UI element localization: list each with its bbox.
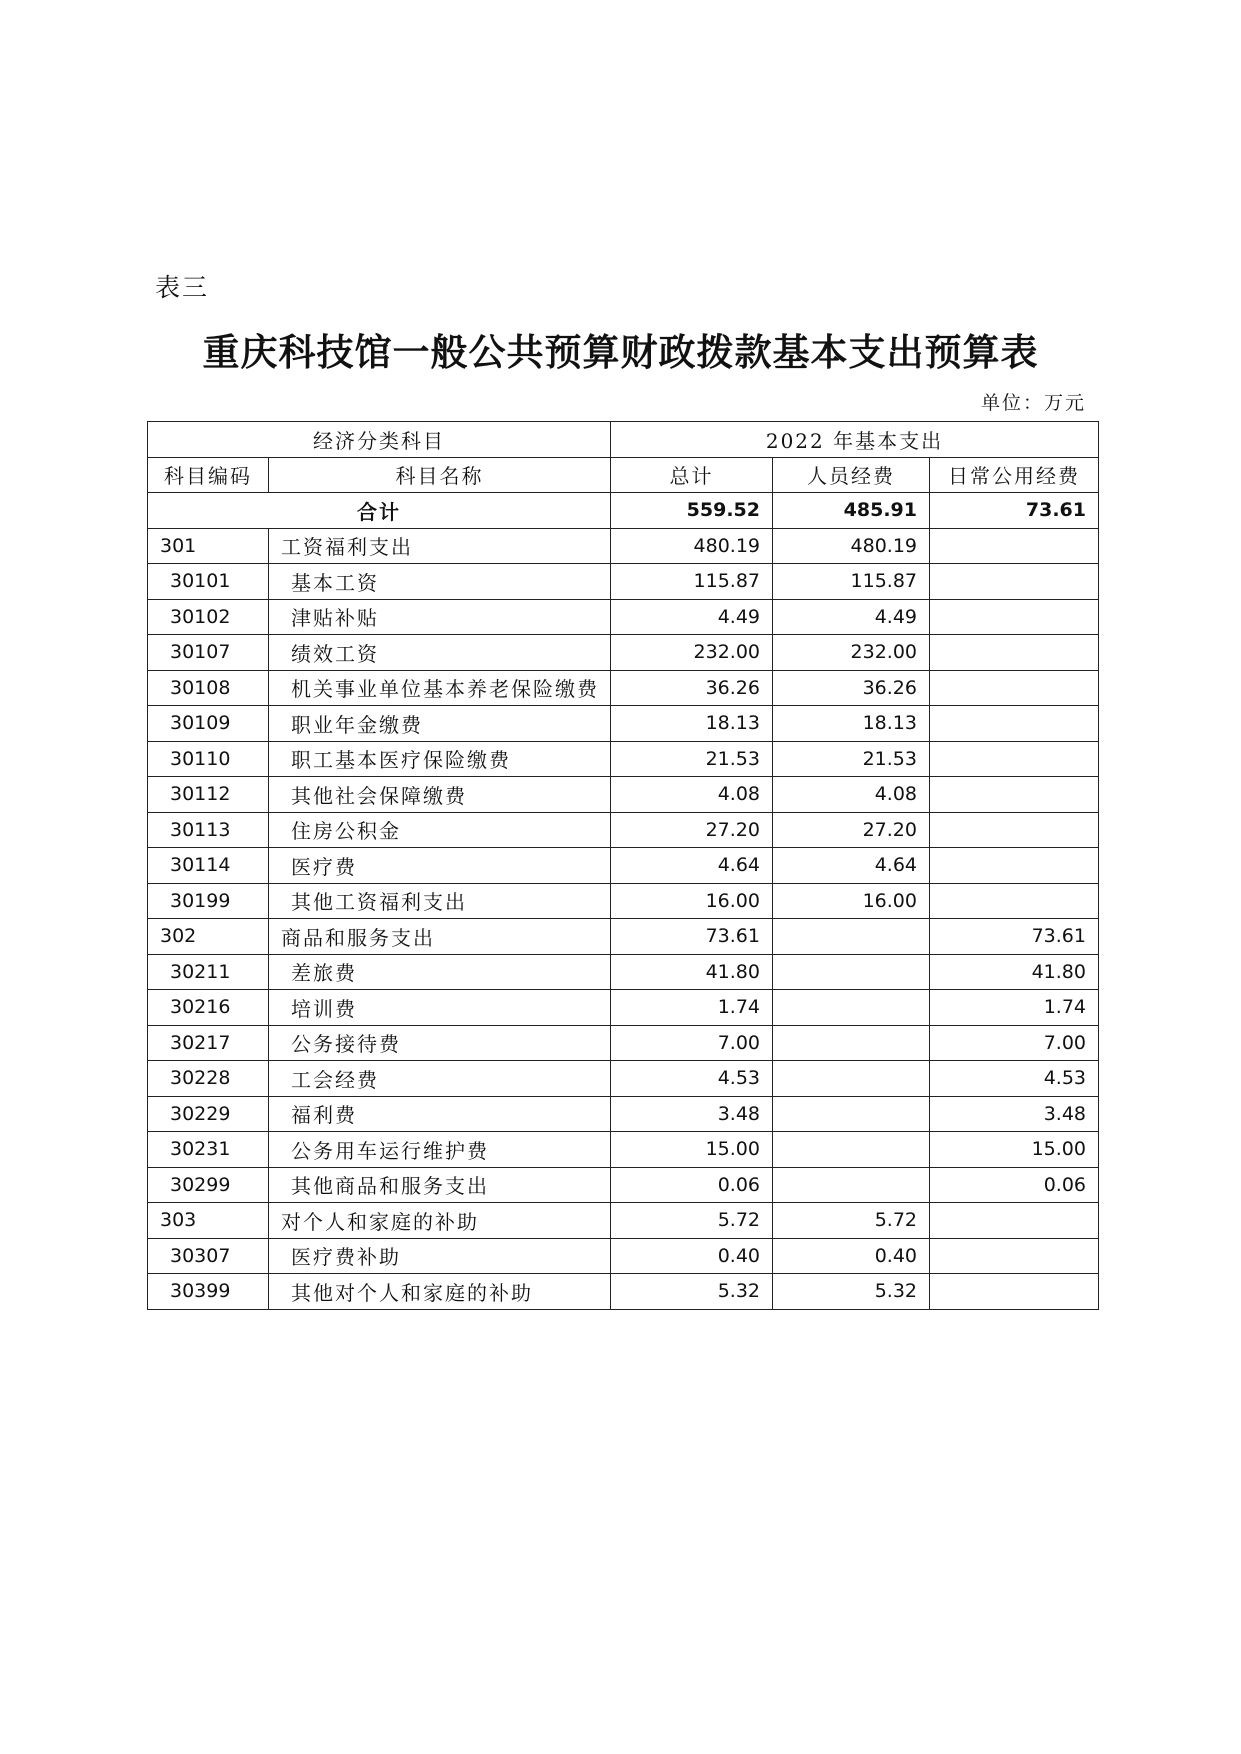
unit-label: 单位：万元 (980, 392, 1086, 414)
account-code: 30110 (148, 741, 269, 777)
column-header-code: 科目编码 (148, 457, 269, 493)
amount-public (930, 706, 1099, 742)
account-name: 工会经费 (269, 1061, 611, 1097)
amount-public (930, 812, 1099, 848)
amount-public (930, 528, 1099, 564)
amount-public (930, 1203, 1099, 1239)
total-personnel: 485.91 (773, 493, 930, 529)
header-group-row (148, 422, 1099, 458)
table-row (148, 1167, 1099, 1203)
amount-public (930, 777, 1099, 813)
table-row (148, 1096, 1099, 1132)
table-row (148, 528, 1099, 564)
amount-public: 1.74 (930, 990, 1099, 1026)
account-name: 差旅费 (269, 954, 611, 990)
amount-total: 1.74 (611, 990, 773, 1026)
table-row (148, 599, 1099, 635)
table-row (148, 1238, 1099, 1274)
account-name: 住房公积金 (269, 812, 611, 848)
account-code: 30199 (148, 883, 269, 919)
header-columns-row (148, 457, 1099, 493)
amount-public: 41.80 (930, 954, 1099, 990)
table-row (148, 848, 1099, 884)
amount-total: 0.40 (611, 1238, 773, 1274)
amount-personnel: 4.49 (773, 599, 930, 635)
page-title: 重庆科技馆一般公共预算财政拨款基本支出预算表 (202, 330, 1039, 374)
account-code: 30229 (148, 1096, 269, 1132)
amount-public (930, 741, 1099, 777)
account-name: 基本工资 (269, 564, 611, 600)
amount-personnel: 5.32 (773, 1274, 930, 1310)
account-code: 30108 (148, 670, 269, 706)
account-code: 30399 (148, 1274, 269, 1310)
account-code: 30114 (148, 848, 269, 884)
amount-total: 5.32 (611, 1274, 773, 1310)
account-code: 30109 (148, 706, 269, 742)
account-code: 30101 (148, 564, 269, 600)
amount-public (930, 670, 1099, 706)
amount-total: 41.80 (611, 954, 773, 990)
account-code: 30211 (148, 954, 269, 990)
account-name: 其他商品和服务支出 (269, 1167, 611, 1203)
table-row (148, 741, 1099, 777)
column-header-personnel: 人员经费 (773, 457, 930, 493)
budget-table (147, 421, 1099, 1310)
amount-public (930, 848, 1099, 884)
account-name: 商品和服务支出 (269, 919, 611, 955)
amount-total: 4.53 (611, 1061, 773, 1097)
amount-public (930, 635, 1099, 671)
table-row (148, 1274, 1099, 1310)
account-name: 职业年金缴费 (269, 706, 611, 742)
amount-personnel: 27.20 (773, 812, 930, 848)
table-row (148, 954, 1099, 990)
table-row (148, 1061, 1099, 1097)
account-name: 工资福利支出 (269, 528, 611, 564)
amount-personnel (773, 1096, 930, 1132)
amount-personnel (773, 990, 930, 1026)
amount-personnel: 16.00 (773, 883, 930, 919)
table-row (148, 777, 1099, 813)
amount-total: 480.19 (611, 528, 773, 564)
amount-total: 36.26 (611, 670, 773, 706)
account-code: 30217 (148, 1025, 269, 1061)
account-name: 绩效工资 (269, 635, 611, 671)
amount-personnel: 0.40 (773, 1238, 930, 1274)
account-name: 职工基本医疗保险缴费 (269, 741, 611, 777)
amount-total: 4.64 (611, 848, 773, 884)
amount-public (930, 599, 1099, 635)
table-row (148, 812, 1099, 848)
amount-public (930, 564, 1099, 600)
account-code: 30113 (148, 812, 269, 848)
account-name: 公务用车运行维护费 (269, 1132, 611, 1168)
amount-public: 7.00 (930, 1025, 1099, 1061)
amount-personnel (773, 954, 930, 990)
amount-total: 3.48 (611, 1096, 773, 1132)
account-code: 30299 (148, 1167, 269, 1203)
table-row (148, 1132, 1099, 1168)
amount-public: 4.53 (930, 1061, 1099, 1097)
amount-personnel (773, 1167, 930, 1203)
account-code: 301 (148, 528, 269, 564)
amount-total: 27.20 (611, 812, 773, 848)
amount-personnel: 18.13 (773, 706, 930, 742)
amount-personnel: 21.53 (773, 741, 930, 777)
amount-personnel: 232.00 (773, 635, 930, 671)
column-header-name: 科目名称 (269, 457, 611, 493)
amount-total: 7.00 (611, 1025, 773, 1061)
account-code: 30112 (148, 777, 269, 813)
account-code: 302 (148, 919, 269, 955)
total-label: 合计 (148, 493, 611, 529)
table-row (148, 1203, 1099, 1239)
amount-total: 115.87 (611, 564, 773, 600)
amount-personnel (773, 1132, 930, 1168)
account-name: 公务接待费 (269, 1025, 611, 1061)
table-row (148, 990, 1099, 1026)
amount-personnel (773, 1061, 930, 1097)
amount-total: 232.00 (611, 635, 773, 671)
amount-total: 73.61 (611, 919, 773, 955)
account-name: 津贴补贴 (269, 599, 611, 635)
amount-public (930, 883, 1099, 919)
account-name: 其他社会保障缴费 (269, 777, 611, 813)
amount-personnel (773, 919, 930, 955)
account-code: 30102 (148, 599, 269, 635)
account-code: 303 (148, 1203, 269, 1239)
total-public: 73.61 (930, 493, 1099, 529)
account-code: 30307 (148, 1238, 269, 1274)
table-label: 表三 (155, 273, 210, 302)
amount-total: 4.49 (611, 599, 773, 635)
amount-personnel: 36.26 (773, 670, 930, 706)
account-code: 30216 (148, 990, 269, 1026)
account-name: 机关事业单位基本养老保险缴费 (269, 670, 611, 706)
total-row (148, 493, 1099, 529)
amount-public: 73.61 (930, 919, 1099, 955)
table-row (148, 883, 1099, 919)
account-name: 其他对个人和家庭的补助 (269, 1274, 611, 1310)
table-row (148, 919, 1099, 955)
account-name: 其他工资福利支出 (269, 883, 611, 919)
column-header-public: 日常公用经费 (930, 457, 1099, 493)
amount-personnel: 4.64 (773, 848, 930, 884)
amount-total: 5.72 (611, 1203, 773, 1239)
table-row (148, 635, 1099, 671)
table-row (148, 564, 1099, 600)
header-econ-class: 经济分类科目 (148, 422, 611, 458)
amount-public: 3.48 (930, 1096, 1099, 1132)
table-row (148, 670, 1099, 706)
amount-public (930, 1238, 1099, 1274)
amount-total: 18.13 (611, 706, 773, 742)
account-name: 医疗费 (269, 848, 611, 884)
amount-total: 16.00 (611, 883, 773, 919)
amount-personnel: 5.72 (773, 1203, 930, 1239)
account-code: 30231 (148, 1132, 269, 1168)
total-sum: 559.52 (611, 493, 773, 529)
amount-personnel: 4.08 (773, 777, 930, 813)
account-code: 30107 (148, 635, 269, 671)
account-code: 30228 (148, 1061, 269, 1097)
account-name: 培训费 (269, 990, 611, 1026)
amount-personnel: 480.19 (773, 528, 930, 564)
amount-total: 4.08 (611, 777, 773, 813)
account-name: 医疗费补助 (269, 1238, 611, 1274)
amount-total: 21.53 (611, 741, 773, 777)
table-row (148, 1025, 1099, 1061)
amount-personnel (773, 1025, 930, 1061)
account-name: 对个人和家庭的补助 (269, 1203, 611, 1239)
amount-public: 0.06 (930, 1167, 1099, 1203)
amount-total: 0.06 (611, 1167, 773, 1203)
amount-personnel: 115.87 (773, 564, 930, 600)
table-row (148, 706, 1099, 742)
header-year-expense: 2022 年基本支出 (611, 422, 1099, 458)
amount-public (930, 1274, 1099, 1310)
column-header-total: 总计 (611, 457, 773, 493)
amount-total: 15.00 (611, 1132, 773, 1168)
account-name: 福利费 (269, 1096, 611, 1132)
amount-public: 15.00 (930, 1132, 1099, 1168)
